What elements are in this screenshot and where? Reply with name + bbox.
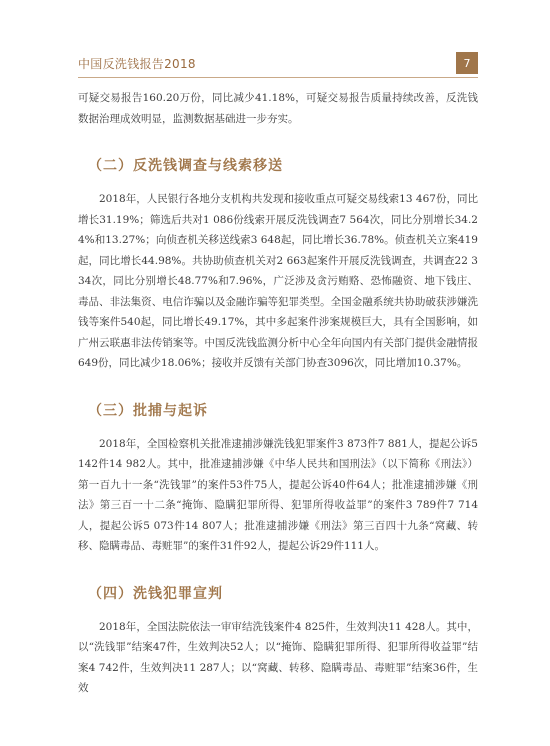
header-divider: [78, 77, 478, 78]
page-header: [78, 52, 478, 76]
section-paragraph-investigation: 2018年，人民银行各地分支机构共发现和接收重点可疑交易线索13 467份，同比增长31.19%；筛选后共对1 086份线索开展反洗钱调查7 564次，同比分别增长34.24%和13.27%；向侦查机关移送线索3 648起，同比增长36.78%。侦查机关立案419起，同比增长44.98%。共协助侦查机关对2 663起案件开展反洗钱调查，共调查22 334次，同比分别增长48.77%和7.96%，广泛涉及贪污贿赂、恐怖融资、地下钱庄、毒品、非法集资、电信诈骗以及金融诈骗等犯罪类型。全国金融系统共协助破获涉嫌洗钱等案件540起，同比增长49.17%，其中多起案件涉案规模巨大，具有全国影响，如广州云联惠非法传销案等。中国反洗钱监测分析中心全年向国内有关部门提供金融情报649份，同比减少18.06%；接收并反馈有关部门协查3096次，同比增加10.37%。: [78, 193, 478, 369]
report-title: 中国反洗钱报告2018: [78, 57, 196, 71]
page-number-badge: 7: [456, 52, 478, 74]
section-heading-investigation: （二）反洗钱调查与线索移送: [88, 158, 283, 174]
section-heading-arrest-prosecution: （三）批捕与起诉: [88, 402, 208, 419]
section-heading-sentencing: （四）洗钱犯罪宣判: [88, 585, 223, 602]
section-paragraph-sentencing: 2018年，全国法院依法一审审结洗钱案件4 825件，生效判决11 428人。其中，以“洗钱罪”结案47件，生效判决52人；以“掩饰、隐瞒犯罪所得、犯罪所得收益罪”结案4 742件，生效判决11 287人；以“窝藏、转移、隐瞒毒品、毒赃罪”结案36件，生效: [78, 620, 478, 694]
intro-paragraph: 可疑交易报告160.20万份，同比减少41.18%，可疑交易报告质量持续改善，反洗钱数据治理成效明显，监测数据基础进一步夯实。: [78, 92, 478, 125]
document-body: [78, 88, 478, 699]
section-paragraph-arrest-prosecution: 2018年，全国检察机关批准逮捕涉嫌洗钱犯罪案件3 873件7 881人，提起公诉5142件14 982人。其中，批准逮捕涉嫌《中华人民共和国刑法》（以下简称《刑法》）第一百九十一条“洗钱罪”的案件53件75人，提起公诉40件64人；批准逮捕涉嫌《刑法》第三百一十二条“掩饰、隐瞒犯罪所得、犯罪所得收益罪”的案件3 789件7 714人，提起公诉5 073件14 807人；批准逮捕涉嫌《刑法》第三百四十九条“窝藏、转移、隐瞒毒品、毒赃罪”的案件31件92人，提起公诉29件111人。: [78, 437, 478, 552]
